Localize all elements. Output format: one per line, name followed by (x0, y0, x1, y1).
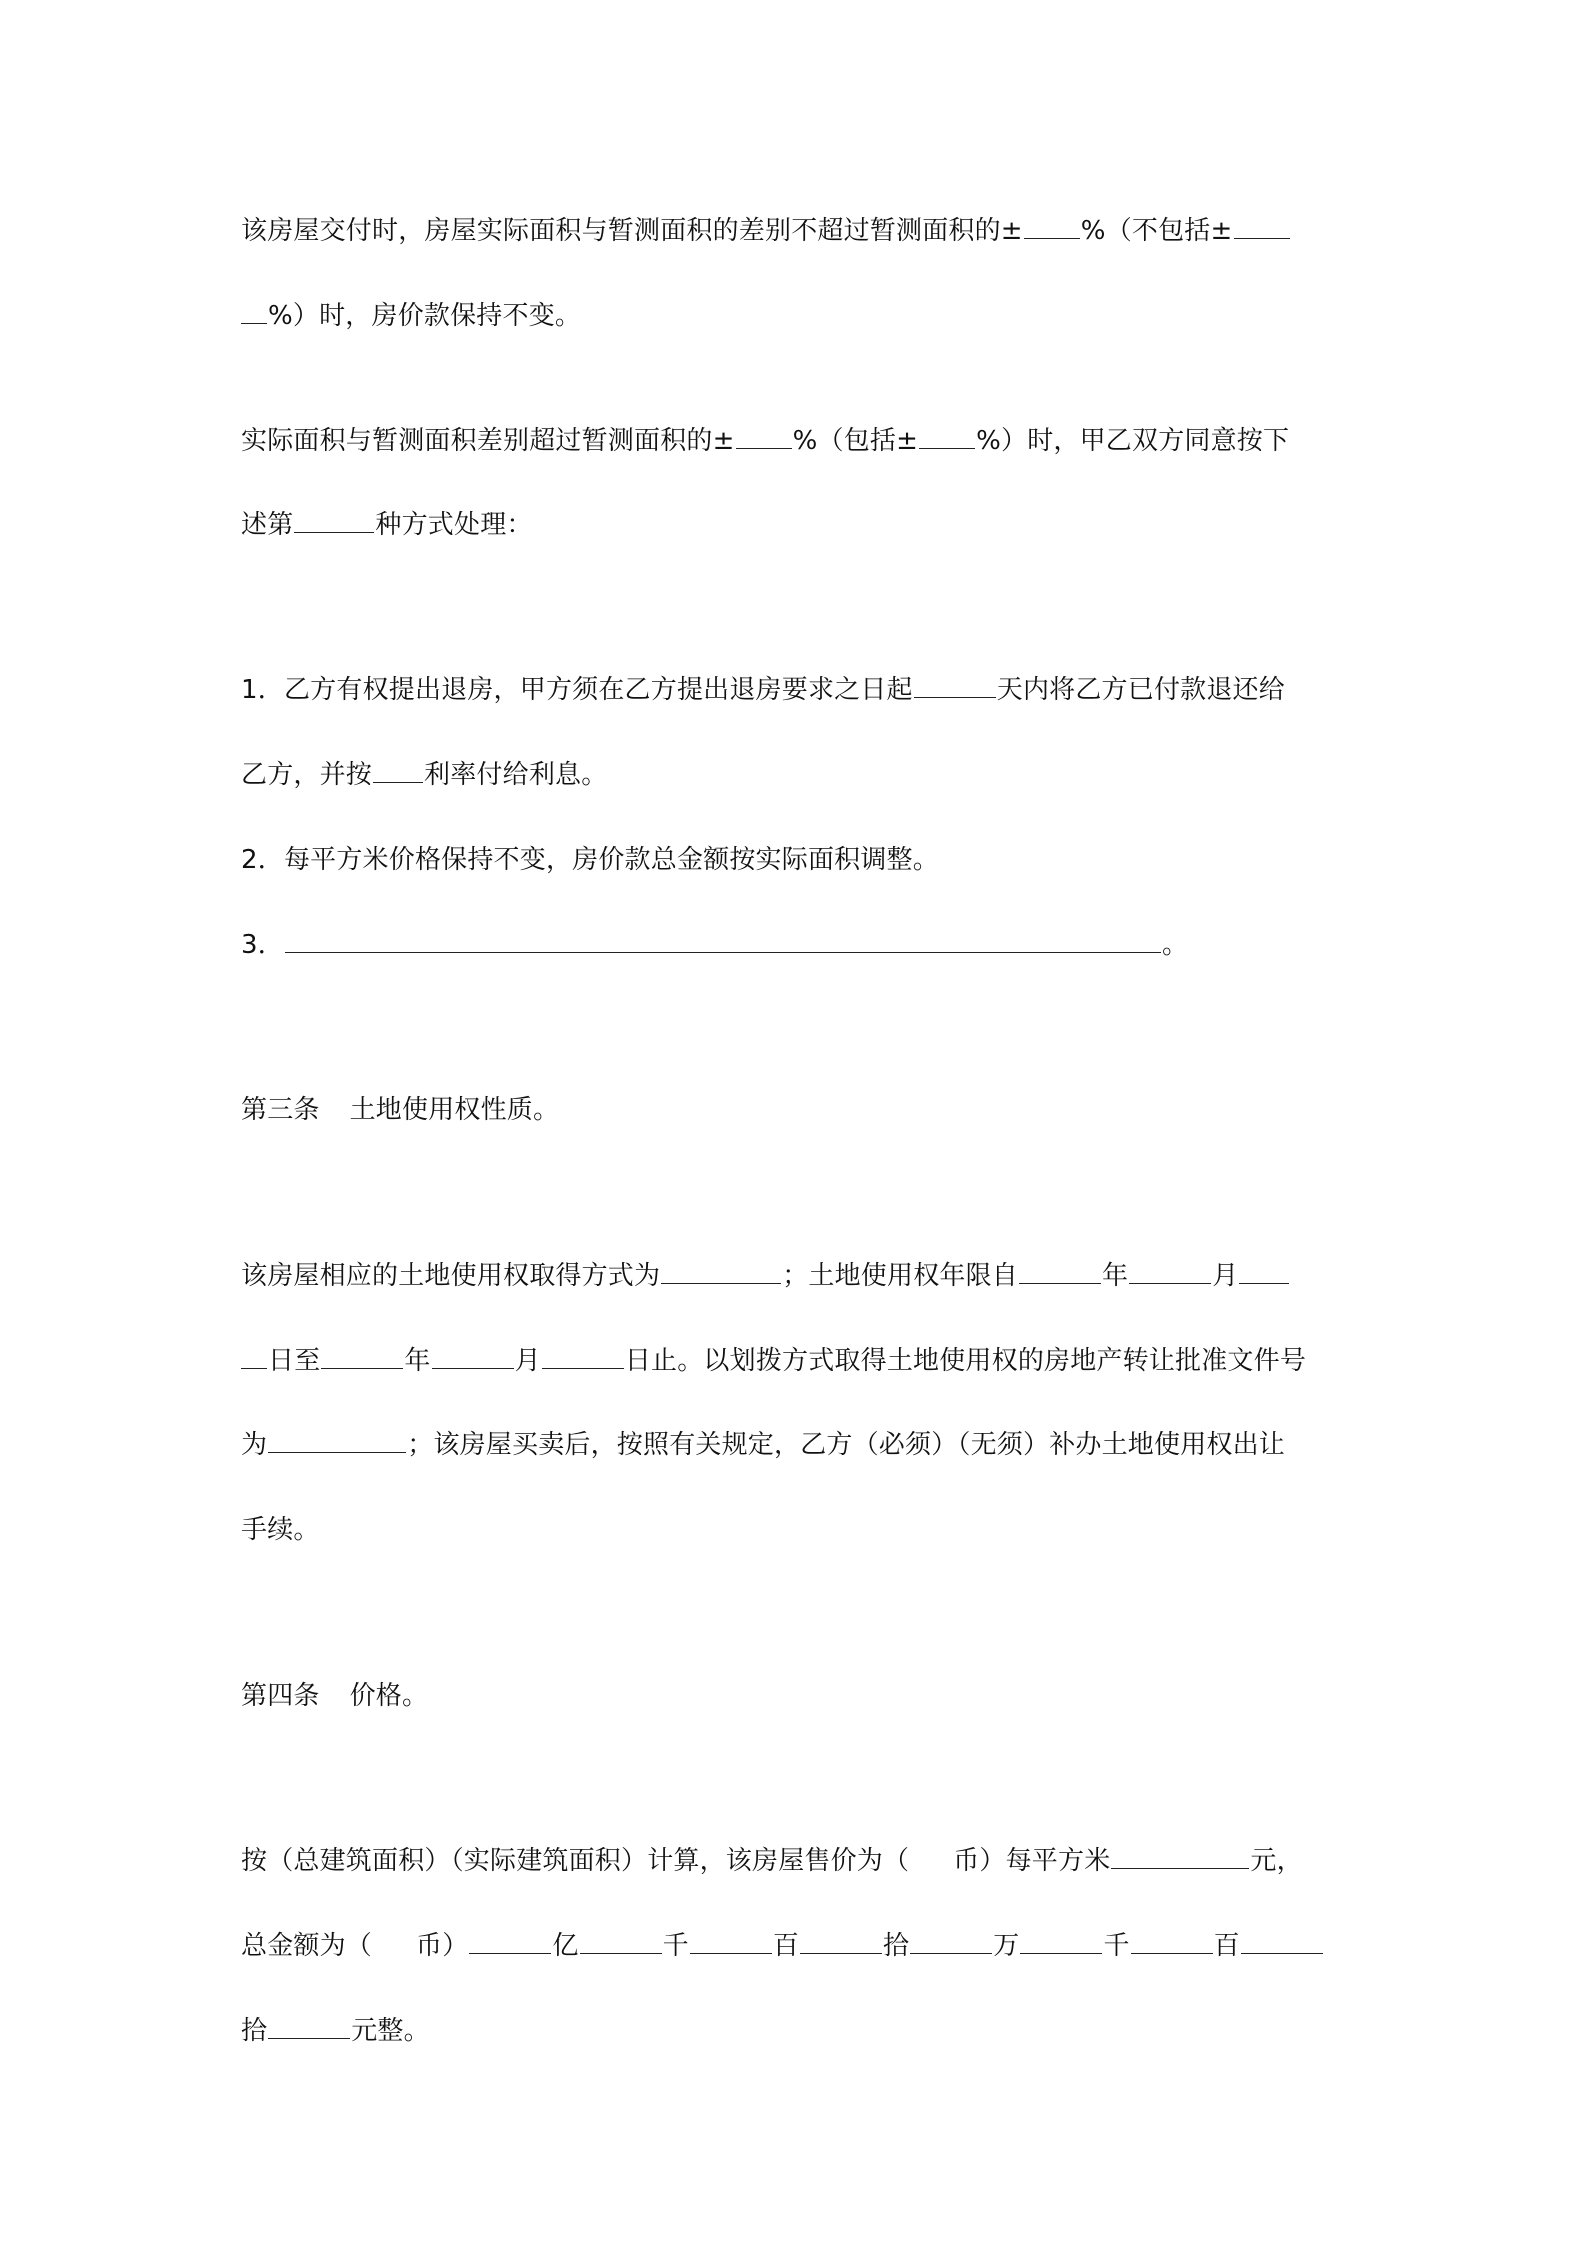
text: 百 (772, 1931, 800, 1961)
blank-field (1239, 1261, 1289, 1284)
text: 日止。以划拨方式取得土地使用权的房地产转让批准文件号 (624, 1346, 1307, 1376)
blank-field (1131, 1931, 1213, 1954)
blank-field (1024, 216, 1080, 239)
blank-field (1241, 1931, 1323, 1954)
text: %（不包括± (1080, 216, 1233, 246)
text: 实际面积与暂测面积差别超过暂测面积的± (241, 426, 735, 456)
text: 天内将乙方已付款退还给 (996, 675, 1285, 705)
blank-field (285, 930, 1161, 953)
paragraph-land-line-1 (241, 1258, 1290, 1294)
blank-field (1019, 1261, 1101, 1284)
blank-field (432, 1346, 514, 1369)
article-number: 第三条 (241, 1095, 320, 1125)
blank-field (580, 1931, 662, 1954)
blank-field (373, 760, 423, 783)
text: 年 (1102, 1261, 1129, 1291)
blank-field (690, 1931, 772, 1954)
blank-field (1020, 1931, 1102, 1954)
blank-field (294, 510, 374, 533)
text: 年 (404, 1346, 431, 1376)
blank-field (469, 1931, 551, 1954)
paragraph-land-line-2 (241, 1343, 1306, 1379)
text: 百 (1213, 1931, 1240, 1961)
blank-field (241, 301, 267, 324)
blank-field (661, 1261, 781, 1284)
blank-field (919, 426, 975, 449)
text: 元整。 (351, 2016, 430, 2046)
text: 述第 (241, 510, 294, 540)
blank-field (268, 2016, 350, 2039)
text: 为 (241, 1430, 268, 1460)
text: 按（总建筑面积）（实际建筑面积）计算，该房屋售价为（ (241, 1846, 910, 1876)
option-2-line (241, 842, 939, 878)
text: %）时，房价款保持不变。 (268, 301, 582, 331)
text: 1．乙方有权提出退房，甲方须在乙方提出退房要求之日起 (241, 675, 913, 705)
blank-field (268, 1430, 406, 1453)
text: %（包括± (792, 426, 919, 456)
option-1-line-1 (241, 672, 1285, 708)
text: 币） (416, 1931, 469, 1961)
text: 元， (1250, 1846, 1303, 1876)
text: 。 (1161, 930, 1189, 960)
blank-field (241, 1346, 267, 1369)
blank-field (542, 1346, 624, 1369)
text: 3． (241, 930, 284, 960)
text: 亿 (552, 1931, 579, 1961)
paragraph-area-tolerance-line-2 (241, 298, 581, 334)
paragraph-price-line-3 (241, 2013, 430, 2049)
text: 乙方，并按 (241, 760, 373, 790)
paragraph-area-tolerance-line-1 (241, 213, 1291, 249)
text: 该房屋相应的土地使用权取得方式为 (241, 1261, 661, 1291)
option-1-line-2 (241, 757, 607, 793)
article-title: 土地使用权性质。 (349, 1095, 560, 1125)
text: 日至 (268, 1346, 321, 1376)
blank-field (736, 426, 792, 449)
text: 万 (993, 1931, 1020, 1961)
paragraph-price-line-2 (241, 1928, 1324, 1964)
text: 拾 (241, 2016, 268, 2046)
article-number: 第四条 (241, 1681, 320, 1711)
article-3-heading (241, 1092, 559, 1128)
paragraph-area-exceed-line-2 (241, 507, 533, 543)
paragraph-land-line-3 (241, 1427, 1285, 1463)
text: 千 (662, 1931, 689, 1961)
text: 手续。 (241, 1515, 320, 1545)
blank-field (910, 1931, 992, 1954)
text: 月 (514, 1346, 541, 1376)
text: ；土地使用权年限自 (782, 1261, 1019, 1291)
text: 种方式处理： (375, 510, 533, 540)
text: %）时，甲乙双方同意按下 (976, 426, 1290, 456)
blank-field (914, 675, 996, 698)
article-title: 价格。 (349, 1681, 429, 1711)
paragraph-price-line-1 (241, 1843, 1303, 1879)
text: 2．每平方米价格保持不变，房价款总金额按实际面积调整。 (241, 845, 939, 875)
blank-field (321, 1346, 403, 1369)
blank-field (1234, 216, 1290, 239)
paragraph-area-exceed-line-1 (241, 423, 1289, 459)
text: 千 (1103, 1931, 1130, 1961)
text: 拾 (883, 1931, 910, 1961)
blank-field (1129, 1261, 1211, 1284)
paragraph-land-line-4 (241, 1512, 320, 1548)
text: 币）每平方米 (953, 1846, 1111, 1876)
article-4-heading (241, 1678, 428, 1714)
text: 该房屋交付时，房屋实际面积与暂测面积的差别不超过暂测面积的± (241, 216, 1023, 246)
text: 利率付给利息。 (424, 760, 608, 790)
text: 月 (1212, 1261, 1239, 1291)
blank-field (1111, 1846, 1249, 1869)
text: 总金额为（ (241, 1931, 373, 1961)
blank-field (800, 1931, 882, 1954)
text: ；该房屋买卖后，按照有关规定，乙方（必须）（无须）补办土地使用权出让 (407, 1430, 1286, 1460)
option-3-line (241, 927, 1188, 963)
